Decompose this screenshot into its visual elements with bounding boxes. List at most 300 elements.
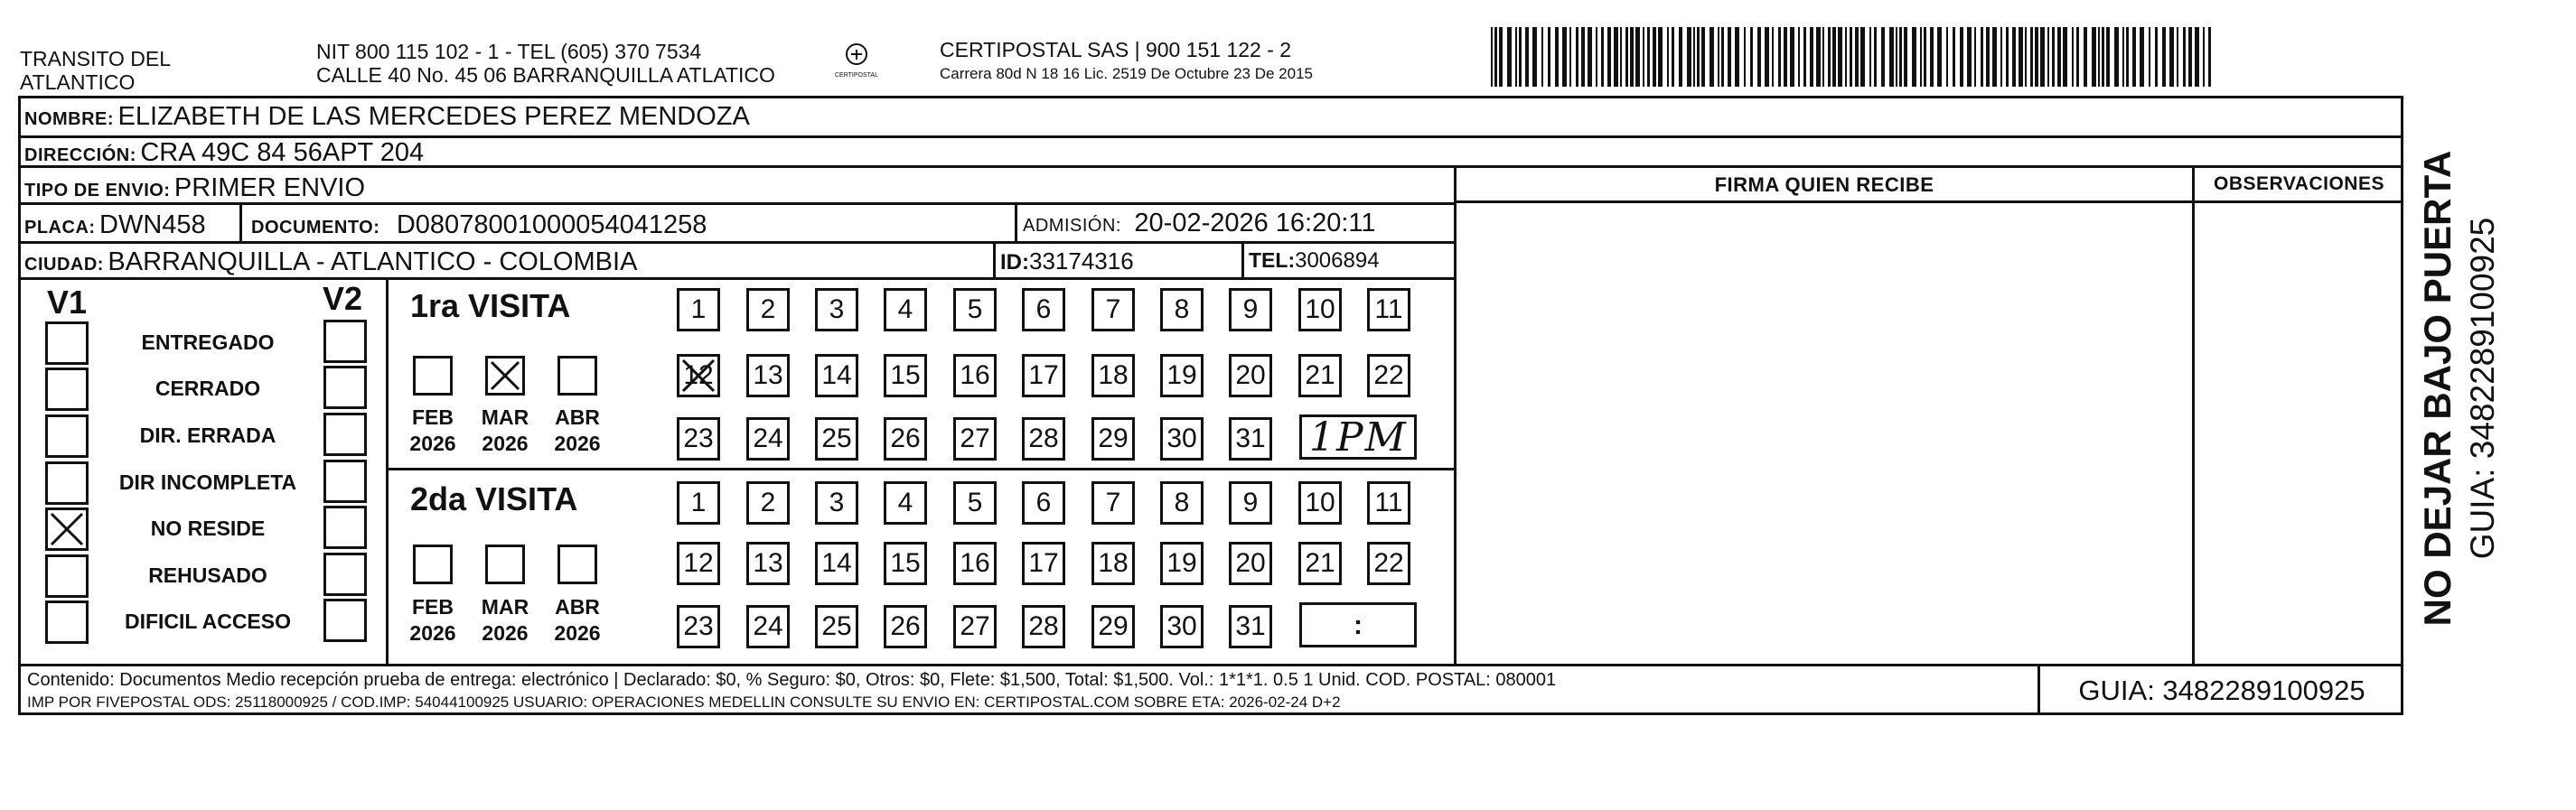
visit-2-day-box[interactable] — [1091, 481, 1135, 525]
visit-2-day-box[interactable] — [677, 605, 720, 648]
visit-2-day-box[interactable] — [953, 605, 997, 648]
side-guide: GUIA: 3482289100925 — [2464, 217, 2501, 560]
status-option-label: REHUSADO — [148, 563, 267, 587]
barcode-bar — [1790, 27, 1794, 87]
barcode-bar — [1881, 27, 1885, 87]
address-label: DIRECCIÓN: — [24, 145, 136, 165]
barcode-bar — [1614, 27, 1618, 87]
visit-1-day-box[interactable] — [884, 417, 927, 461]
visit-1-month-label: FEB 2026 — [409, 405, 456, 455]
visit-2-day-number: 26 — [890, 611, 921, 641]
barcode-bar — [2035, 27, 2038, 87]
visit-1-day-box[interactable] — [746, 417, 790, 461]
visit-1-title: 1ra VISITA — [410, 287, 571, 324]
visit-2-day-number: 7 — [1105, 488, 1121, 517]
license-line: Carrera 80d N 18 16 Lic. 2519 De Octubre 23 De 2015 — [940, 65, 1313, 82]
visit-1-day-number: 14 — [821, 360, 852, 390]
address-row — [24, 138, 424, 168]
visit-2-day-box[interactable] — [746, 481, 790, 525]
visit-1-month-checkbox[interactable] — [557, 356, 597, 396]
barcode-bar — [1710, 27, 1714, 87]
barcode-bar — [2006, 27, 2009, 87]
visit-1-day-number: 16 — [960, 360, 990, 390]
visit-2-day-box[interactable] — [1022, 542, 1065, 585]
barcode-bar — [1899, 27, 1902, 87]
barcode-bar — [1687, 27, 1691, 87]
visit-1-day-box[interactable] — [1367, 288, 1410, 331]
v2-checkbox[interactable] — [323, 553, 367, 596]
city-field — [24, 247, 637, 277]
visit-1-day-box[interactable] — [1091, 354, 1135, 397]
v2-checkbox[interactable] — [323, 506, 367, 549]
barcode-bar — [1946, 27, 1948, 87]
sender-contact — [316, 40, 775, 87]
visit-2-day-number: 24 — [753, 611, 783, 641]
visit-2-day-number: 29 — [1098, 611, 1129, 641]
visit-1-day-number: 24 — [753, 424, 783, 453]
barcode-bar — [1581, 27, 1585, 87]
visit-2-day-number: 16 — [960, 548, 990, 578]
barcode-bar — [1697, 27, 1700, 87]
v1-header: V1 — [47, 284, 88, 321]
visit-2-day-box[interactable] — [953, 481, 997, 525]
visit-2-month-label: FEB 2026 — [409, 595, 456, 645]
barcode-bar — [2162, 27, 2166, 87]
visit-1-day-number: 4 — [897, 294, 913, 324]
barcode-bar — [2132, 27, 2136, 87]
plate-field — [24, 210, 206, 240]
barcode-bar — [1541, 27, 1543, 87]
v2-checkbox[interactable] — [323, 366, 367, 409]
visit-1-time-value: 1PM — [1309, 414, 1408, 461]
name-value: ELIZABETH DE LAS MERCEDES PEREZ MENDOZA — [117, 102, 750, 131]
status-option-label: ENTREGADO — [141, 331, 275, 354]
visit-2-day-number: 17 — [1028, 548, 1059, 578]
barcode-bar — [2140, 27, 2144, 87]
status-option-label: DIFICIL ACCESO — [124, 610, 291, 633]
address-value: CRA 49C 84 56APT 204 — [140, 138, 425, 167]
visit-1-day-number: 1 — [690, 294, 707, 324]
visit-1-month-checkbox[interactable] — [485, 356, 525, 396]
visit-2-day-box[interactable] — [884, 605, 927, 648]
barcode-bar — [1874, 27, 1877, 87]
tel-field — [1249, 248, 1380, 274]
visit-2-day-box[interactable] — [1229, 542, 1272, 585]
visit-2-day-number: 14 — [821, 548, 852, 578]
side-warning: NO DEJAR BAJO PUERTA — [2416, 150, 2459, 627]
visit-1-day-box[interactable] — [884, 288, 927, 331]
company-info — [940, 38, 1313, 83]
signature-header: FIRMA QUIEN RECIBE — [1714, 173, 1934, 196]
visit-1-day-number: 31 — [1235, 424, 1266, 453]
visit-1-day-number: 9 — [1242, 294, 1259, 324]
footer-guide-number: GUIA: 3482289100925 — [2078, 675, 2365, 706]
visit-1-day-number: 11 — [1374, 294, 1403, 324]
barcode-bar — [2183, 27, 2186, 87]
barcode-bar — [1653, 27, 1656, 87]
visit-1-month-label: ABR 2026 — [554, 405, 601, 455]
visit-2-day-number: 9 — [1242, 488, 1259, 517]
barcode-bar — [1832, 27, 1836, 87]
barcode-bar — [2047, 27, 2049, 87]
observations-header: OBSERVACIONES — [2214, 173, 2384, 194]
visit-1-day-number: 30 — [1166, 424, 1197, 453]
sender-line-2: ATLANTICO — [20, 70, 136, 94]
visit-2-day-box[interactable] — [1160, 542, 1204, 585]
visit-2-day-box[interactable] — [746, 605, 790, 648]
visit-2-day-box[interactable] — [815, 605, 858, 648]
visit-2-day-number: 31 — [1235, 611, 1266, 641]
visit-1-day-box[interactable] — [1229, 354, 1272, 397]
barcode-bar — [2208, 27, 2211, 87]
visit-2-day-box[interactable] — [1022, 481, 1065, 525]
visit-2-day-box[interactable] — [1160, 605, 1204, 648]
send-type-label: TIPO DE ENVIO: — [24, 181, 171, 200]
visit-2-day-box[interactable] — [1229, 481, 1272, 525]
visit-1-day-box[interactable] — [1160, 354, 1204, 397]
visit-1-day-box[interactable] — [1160, 417, 1204, 461]
visit-2-day-box[interactable] — [1298, 542, 1342, 585]
barcode-bar — [2102, 27, 2104, 87]
admission-value: 20-02-2026 16:20:11 — [1134, 209, 1376, 237]
barcode-bar — [1643, 27, 1644, 87]
barcode-bar — [1798, 27, 1800, 87]
visit-1-day-box[interactable] — [677, 417, 720, 461]
barcode-bar — [2169, 27, 2174, 87]
visit-2-day-number: 5 — [967, 488, 983, 517]
barcode-bar — [1625, 27, 1628, 87]
visit-2-month-label: MAR 2026 — [481, 595, 529, 645]
barcode-bar — [1967, 27, 1972, 87]
barcode-bar — [1494, 27, 1497, 87]
visit-1-day-number: 6 — [1035, 294, 1052, 324]
visit-2-month-label: ABR 2026 — [554, 595, 601, 645]
document-label: DOCUMENTO: — [251, 218, 380, 237]
barcode-bar — [1728, 27, 1731, 87]
visit-2-time-value: : — [1354, 610, 1363, 640]
v2-header: V2 — [323, 280, 363, 317]
visit-1-day-box[interactable] — [1160, 288, 1204, 331]
barcode-bar — [2000, 27, 2002, 87]
barcode-bar — [1620, 27, 1622, 87]
visit-1-day-box[interactable] — [815, 417, 858, 461]
barcode-bar — [1658, 27, 1663, 87]
check-x-icon — [488, 358, 522, 393]
visit-1-day-number: 19 — [1166, 360, 1197, 390]
visit-1-day-number: 22 — [1373, 360, 1404, 390]
barcode-bar — [1896, 27, 1897, 87]
visit-1-day-number: 20 — [1235, 360, 1266, 390]
visit-2-day-box[interactable] — [1022, 605, 1065, 648]
visit-2-day-number: 20 — [1235, 548, 1266, 578]
barcode-bar — [1889, 27, 1894, 87]
visit-2-day-box[interactable] — [1091, 542, 1135, 585]
barcode-bar — [1507, 27, 1512, 87]
tel-value: 3006894 — [1295, 248, 1380, 273]
barcode-bar — [1499, 27, 1503, 87]
visit-2-day-box[interactable] — [884, 481, 927, 525]
company-line: CERTIPOSTAL SAS | 900 151 122 - 2 — [940, 38, 1292, 61]
visit-1-day-box[interactable] — [884, 354, 927, 397]
visit-1-day-box[interactable] — [815, 354, 858, 397]
barcode-bar — [1757, 27, 1761, 87]
barcode-bar — [2040, 27, 2045, 87]
barcode-bar — [1750, 27, 1753, 87]
send-type-value: PRIMER ENVIO — [173, 173, 366, 202]
visit-2-day-box[interactable] — [815, 542, 858, 585]
visit-2-day-box[interactable] — [677, 542, 720, 585]
barcode-bar — [1635, 27, 1640, 87]
visit-1-day-number: 5 — [967, 294, 983, 324]
tel-label: TEL: — [1249, 248, 1296, 272]
plate-value: DWN458 — [99, 210, 206, 239]
name-label: NOMBRE: — [24, 109, 115, 129]
visit-1-day-box[interactable] — [1367, 354, 1410, 397]
visit-2-day-number: 28 — [1028, 611, 1059, 641]
barcode-bar — [2057, 27, 2061, 87]
v2-checkbox[interactable] — [323, 460, 367, 503]
visit-1-day-number: 7 — [1105, 294, 1121, 324]
visit-2-day-number: 11 — [1374, 488, 1403, 517]
barcode-bar — [1679, 27, 1682, 87]
signature-area[interactable] — [1457, 203, 2192, 664]
visit-2-day-number: 27 — [960, 611, 990, 641]
visit-2-day-number: 22 — [1373, 548, 1404, 578]
barcode-bar — [1930, 27, 1934, 87]
visit-2-day-box[interactable] — [1367, 481, 1410, 525]
barcode-bar — [1562, 27, 1567, 87]
visit-1-day-number: 17 — [1028, 360, 1059, 390]
visit-1-day-box[interactable] — [677, 354, 720, 397]
visit-1-day-box[interactable] — [746, 288, 790, 331]
barcode-bar — [1953, 27, 1955, 87]
visit-1-day-number: 25 — [821, 424, 852, 453]
visit-1-day-number: 26 — [890, 424, 921, 453]
barcode-bar — [2098, 27, 2100, 87]
id-label: ID: — [1000, 250, 1029, 275]
visit-2-day-box[interactable] — [1298, 481, 1342, 525]
visit-2-time-box[interactable] — [1299, 602, 1417, 647]
barcode-bar — [1588, 27, 1592, 87]
visit-2-day-number: 25 — [821, 611, 852, 641]
visit-1-day-number: 3 — [829, 294, 845, 324]
visit-2-day-box[interactable] — [1091, 605, 1135, 648]
visit-1-day-number: 23 — [683, 424, 714, 453]
plate-label: PLACA: — [24, 218, 96, 237]
visit-1-day-number: 8 — [1174, 294, 1190, 324]
barcode-bar — [2019, 27, 2023, 87]
barcode-bar — [1701, 27, 1705, 87]
visit-2-day-number: 15 — [890, 548, 921, 578]
barcode-bar — [1816, 27, 1821, 87]
barcode-bar — [2106, 27, 2110, 87]
visit-1-day-box[interactable] — [1022, 417, 1065, 461]
barcode-bar — [1960, 27, 1963, 87]
visit-1-day-box[interactable] — [815, 288, 858, 331]
barcode-bar — [1555, 27, 1559, 87]
visit-2-day-number: 12 — [683, 548, 714, 578]
barcode-bar — [1992, 27, 1997, 87]
visit-2-day-box[interactable] — [1367, 542, 1410, 585]
visit-2-month-checkbox[interactable] — [485, 545, 525, 584]
barcode-bar — [1860, 27, 1865, 87]
logo-text: CERTIPOSTAL — [835, 72, 878, 79]
status-option-label: NO RESIDE — [150, 517, 266, 540]
barcode-bar — [2072, 27, 2074, 87]
visit-2-day-box[interactable] — [953, 542, 997, 585]
barcode-bar — [2122, 27, 2124, 87]
visit-2-day-box[interactable] — [1160, 481, 1204, 525]
barcode-bar — [1869, 27, 1871, 87]
visit-1-day-number: 10 — [1305, 294, 1335, 324]
barcode — [1491, 27, 2218, 87]
visit-1-month-checkbox[interactable] — [413, 356, 453, 396]
observations-area[interactable] — [2195, 203, 2403, 664]
barcode-bar — [1672, 27, 1674, 87]
visit-1-day-number: 12 — [683, 360, 714, 390]
admission-field — [1023, 209, 1376, 238]
visit-1-day-number: 15 — [890, 360, 921, 390]
v2-checkbox[interactable] — [323, 599, 367, 642]
visit-2-day-box[interactable] — [746, 542, 790, 585]
visit-1-day-number: 18 — [1098, 360, 1129, 390]
barcode-bar — [2188, 27, 2192, 87]
visit-1-day-box[interactable] — [953, 417, 997, 461]
barcode-bar — [1912, 27, 1916, 87]
barcode-bar — [1981, 27, 1983, 87]
visit-2-day-number: 13 — [753, 548, 783, 578]
barcode-bar — [1630, 27, 1634, 87]
barcode-bar — [2076, 27, 2079, 87]
id-value: 33174316 — [1029, 247, 1134, 275]
barcode-bar — [1784, 27, 1787, 87]
barcode-bar — [1974, 27, 1976, 87]
visit-1-day-box[interactable] — [746, 354, 790, 397]
visit-2-month-checkbox[interactable] — [413, 545, 453, 584]
imp-line: IMP POR FIVEPOSTAL ODS: 25118000925 / COD.IMP: 54044100925 USUARIO: OPERACIONES MEDELLIN CONSULTE SU ENVIO EN: CERTIPOSTAL.COM SOBRE ETA: 2026-02-24 D+2 — [27, 694, 1341, 711]
city-value: BARRANQUILLA - ATLANTICO - COLOMBIA — [108, 247, 638, 276]
visit-2-day-number: 19 — [1166, 548, 1197, 578]
barcode-bar — [1810, 27, 1813, 87]
visit-1-day-box[interactable] — [1229, 417, 1272, 461]
barcode-bar — [1855, 27, 1859, 87]
barcode-bar — [2030, 27, 2033, 87]
barcode-bar — [2155, 27, 2158, 87]
visit-2-day-number: 3 — [829, 488, 845, 517]
visit-2-day-number: 30 — [1166, 611, 1197, 641]
visit-2-day-number: 18 — [1098, 548, 1129, 578]
visit-1-day-number: 21 — [1305, 360, 1335, 390]
visit-1-day-box[interactable] — [1022, 354, 1065, 397]
visit-1-day-box[interactable] — [1022, 288, 1065, 331]
visit-2-day-box[interactable] — [1229, 605, 1272, 648]
barcode-bar — [1778, 27, 1781, 87]
visit-2-day-number: 10 — [1305, 488, 1335, 517]
barcode-bar — [1532, 27, 1537, 87]
barcode-bar — [1601, 27, 1604, 87]
barcode-bar — [1920, 27, 1922, 87]
sender-address-line: CALLE 40 No. 45 06 BARRANQUILLA ATLATICO — [316, 63, 775, 87]
barcode-bar — [1693, 27, 1695, 87]
barcode-bar — [1937, 27, 1942, 87]
barcode-bar — [2149, 27, 2150, 87]
barcode-bar — [2203, 27, 2205, 87]
barcode-bar — [1647, 27, 1650, 87]
visit-1-month-label: MAR 2026 — [481, 405, 529, 455]
id-field — [1000, 247, 1134, 275]
barcode-bar — [1519, 27, 1522, 87]
side-label — [2414, 108, 2515, 668]
barcode-bar — [1803, 27, 1806, 87]
visit-1-day-box[interactable] — [1229, 288, 1272, 331]
admission-label: ADMISIÓN: — [1023, 216, 1121, 236]
barcode-bar — [1548, 27, 1550, 87]
nit-line: NIT 800 115 102 - 1 - TEL (605) 370 7534 — [316, 40, 702, 63]
visit-1-day-box[interactable] — [953, 288, 997, 331]
visit-2-day-box[interactable] — [815, 481, 858, 525]
barcode-bar — [1828, 27, 1831, 87]
visit-1-day-number: 2 — [760, 294, 776, 324]
visit-1-day-box[interactable] — [1298, 354, 1342, 397]
barcode-bar — [1721, 27, 1724, 87]
barcode-bar — [1525, 27, 1529, 87]
barcode-bar — [2084, 27, 2087, 87]
check-x-icon — [679, 357, 717, 395]
visit-2-day-number: 4 — [897, 488, 913, 517]
barcode-bar — [1576, 27, 1578, 87]
visit-1-day-box[interactable] — [1298, 288, 1342, 331]
visit-1-day-box[interactable] — [677, 288, 720, 331]
barcode-bar — [1744, 27, 1746, 87]
visit-2-day-number: 6 — [1035, 488, 1052, 517]
status-option-label: CERRADO — [155, 377, 261, 400]
visit-1-day-box[interactable] — [1091, 417, 1135, 461]
barcode-bar — [2012, 27, 2016, 87]
visit-1-day-box[interactable] — [1091, 288, 1135, 331]
visit-1-day-number: 13 — [753, 360, 783, 390]
visit-2-day-number: 1 — [690, 488, 707, 517]
barcode-bar — [1515, 27, 1517, 87]
visit-2-day-number: 8 — [1174, 488, 1190, 517]
visit-1-day-number: 29 — [1098, 424, 1129, 453]
v2-checkbox[interactable] — [323, 413, 367, 456]
visit-2-day-number: 2 — [760, 488, 776, 517]
v2-checkbox[interactable] — [323, 320, 367, 363]
barcode-bar — [2092, 27, 2096, 87]
name-row — [24, 102, 750, 132]
barcode-bar — [1491, 27, 1493, 87]
barcode-bar — [2025, 27, 2027, 87]
barcode-bar — [1772, 27, 1774, 87]
send-type-row — [24, 173, 365, 203]
certipostal-logo — [824, 42, 889, 88]
visit-2-day-box[interactable] — [884, 542, 927, 585]
sender-name — [20, 47, 171, 94]
visit-2-month-checkbox[interactable] — [557, 545, 597, 584]
barcode-bar — [1838, 27, 1842, 87]
barcode-bar — [1822, 27, 1824, 87]
visit-1-time-box[interactable] — [1299, 414, 1417, 460]
sender-line-1: TRANSITO DEL — [20, 47, 171, 70]
status-option-label: DIR INCOMPLETA — [118, 470, 297, 494]
visit-1-day-box[interactable] — [953, 354, 997, 397]
barcode-bar — [1986, 27, 1990, 87]
barcode-bar — [1845, 27, 1847, 87]
barcode-bar — [1569, 27, 1571, 87]
barcode-bar — [1667, 27, 1669, 87]
visit-2-day-box[interactable] — [677, 481, 720, 525]
barcode-bar — [2177, 27, 2178, 87]
